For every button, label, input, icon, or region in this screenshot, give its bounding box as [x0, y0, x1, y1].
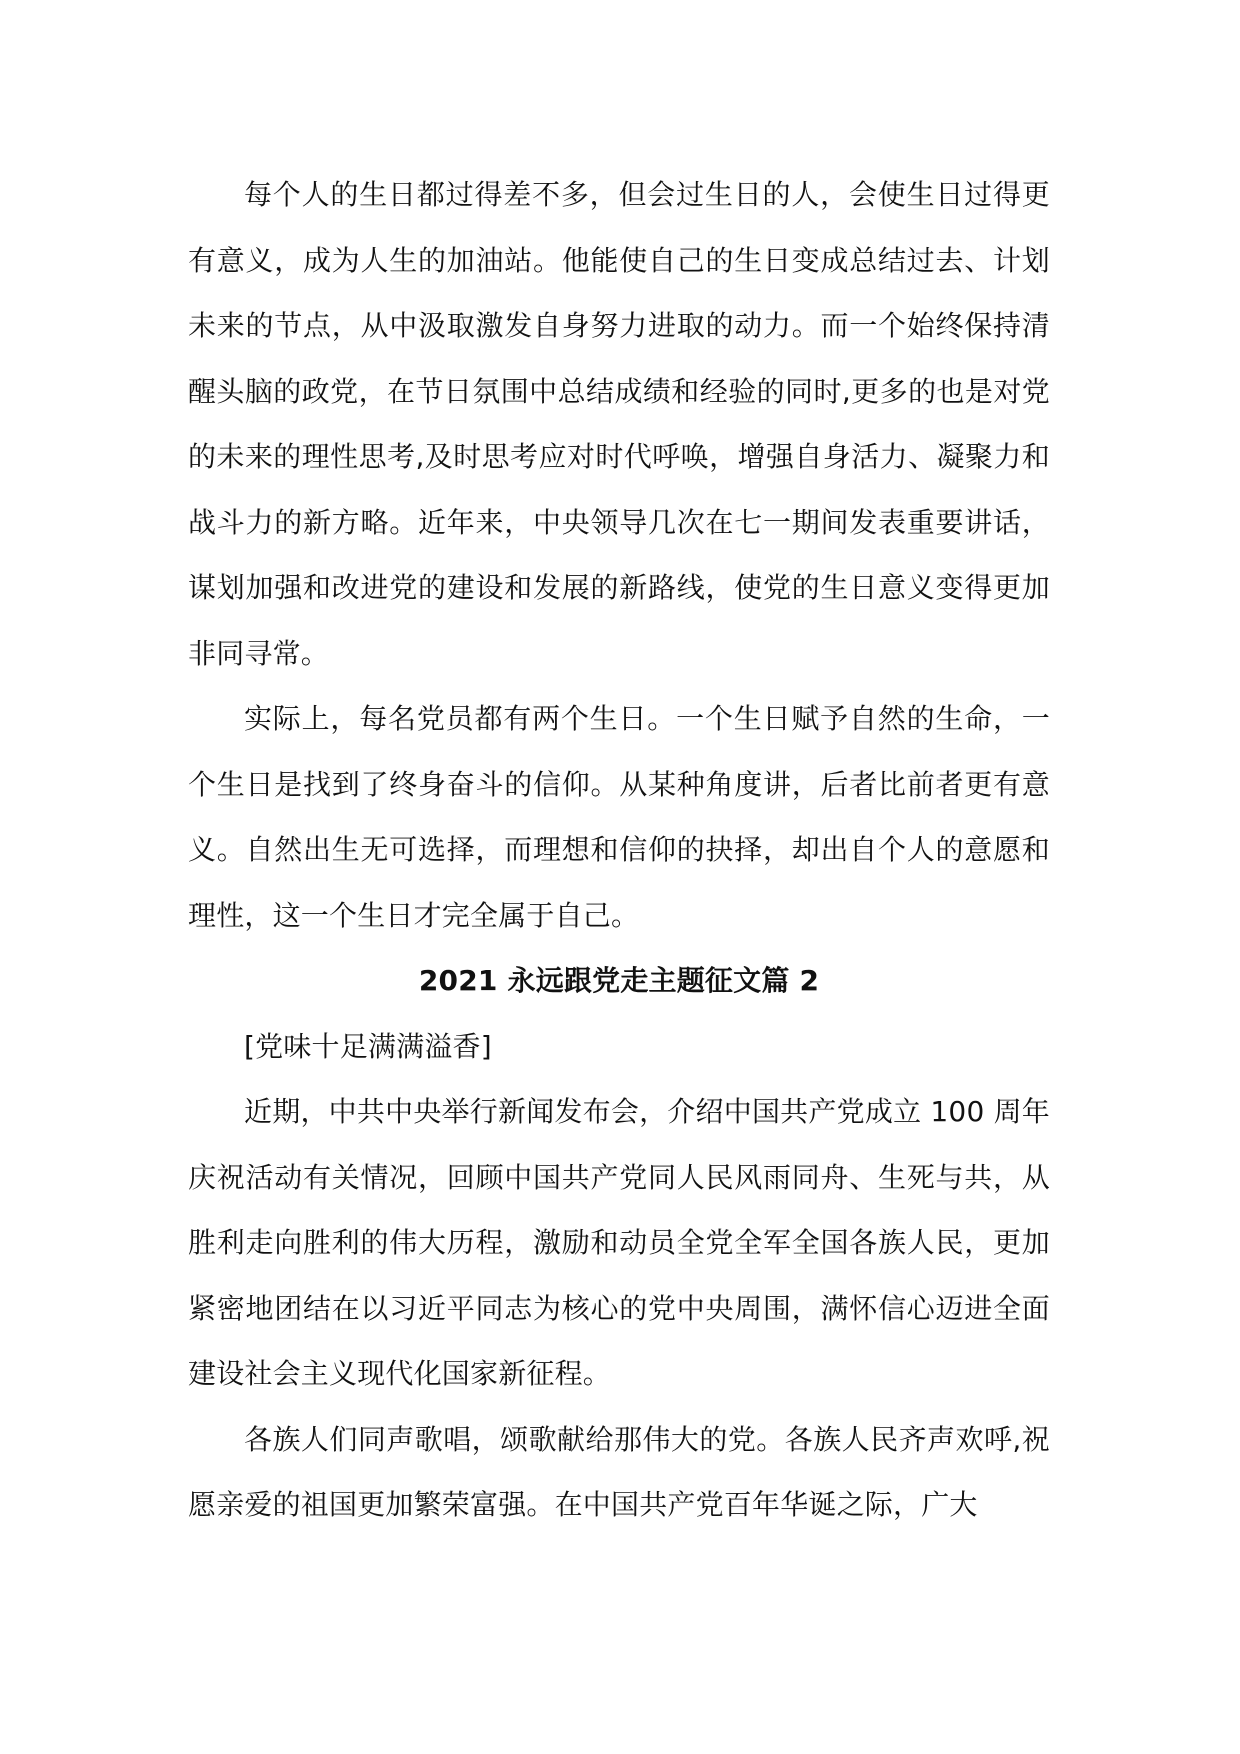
document-body: [188, 162, 1050, 1538]
paragraph-birthday-meaning: 每个人的生日都过得差不多，但会过生日的人，会使生日过得更有意义，成为人生的加油站。他能使自己的生日变成总结过去、计划未来的节点，从中汲取激发自身努力进取的动力。而一个始终保持清醒头脑的政党，在节日氛围中总结成绩和经验的同时,更多的也是对党的未来的理性思考,及时思考应对时代呼唤，增强自身活力、凝聚力和战斗力的新方略。近年来，中央领导几次在七一期间发表重要讲话，谋划加强和改进党的建设和发展的新路线，使党的生日意义变得更加非同寻常。: [188, 178, 1050, 670]
essay-subheading: [党味十足满满溢香]: [244, 1029, 492, 1063]
essay-heading: 2021 永远跟党走主题征文篇 2: [418, 964, 820, 997]
paragraph-press-conference: 近期，中共中央举行新闻发布会，介绍中国共产党成立 100 周年庆祝活动有关情况，回顾中国共产党同人民风雨同舟、生死与共，从胜利走向胜利的伟大历程，激励和动员全党全军全国各族人民，更加紧密地团结在以习近平同志为核心的党中央周围，满怀信心迈进全面建设社会主义现代化国家新征程。: [188, 1095, 1050, 1390]
paragraph-people-sing: 各族人们同声歌唱，颂歌献给那伟大的党。各族人民齐声欢呼,祝愿亲爱的祖国更加繁荣富强。在中国共产党百年华诞之际，广大: [188, 1422, 1050, 1521]
paragraph-two-birthdays: 实际上，每名党员都有两个生日。一个生日赋予自然的生命，一个生日是找到了终身奋斗的信仰。从某种角度讲，后者比前者更有意义。自然出生无可选择，而理想和信仰的抉择，却出自个人的意愿和理性，这一个生日才完全属于自己。: [188, 702, 1050, 932]
